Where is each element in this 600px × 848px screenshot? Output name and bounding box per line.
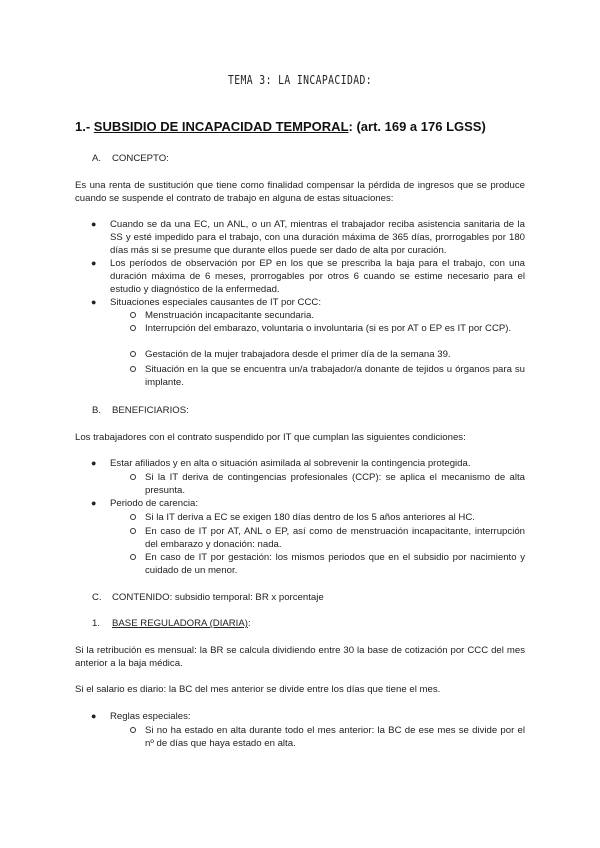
bullet-icon: ●: [91, 258, 97, 268]
sub-bullet-icon: [130, 325, 136, 331]
sub-bullet-icon: [130, 312, 136, 318]
page-title: TEMA 3: LA INCAPACIDAD:: [228, 72, 372, 87]
beneficiarios-sub-1: Si la IT deriva de contingencias profesionales (CCP): se aplica el mecanismo de alta presunta.: [145, 472, 525, 496]
subsection-base-reguladora: 1. BASE REGULADORA (DIARIA):: [92, 618, 251, 629]
sub-bullet-icon: [130, 514, 136, 520]
concepto-bullet-2: Los períodos de observación por EP en los que se prescriba la baja para el trabajo, con una duración máxima de 6 meses, prorrogables por otros 6 cuando se estime necesario para el estudio y diagnóstico de la enfermedad.: [110, 258, 525, 295]
beneficiarios-sub-2: Si la IT deriva a EC se exigen 180 días dentro de los 5 años anteriores al HC.: [145, 512, 475, 523]
sub-bullet-icon: [130, 366, 136, 372]
base-sub-1: Si no ha estado en alta durante todo el mes anterior: la BC de ese mes se divide por el nº de días que haya estado en alta.: [145, 725, 525, 749]
sub-bullet-icon: [130, 351, 136, 357]
subsection-concepto: A. CONCEPTO:: [92, 153, 169, 164]
subsection-beneficiarios: B. BENEFICIARIOS:: [92, 405, 189, 416]
base-bullet-1: Reglas especiales:: [110, 711, 191, 722]
bullet-icon: ●: [91, 297, 97, 307]
concepto-sub-4: Situación en la que se encuentra un/a trabajador/a donante de tejidos u órganos para su implante.: [145, 364, 525, 388]
sub-bullet-icon: [130, 528, 136, 534]
section-heading: [75, 119, 486, 134]
sub-bullet-icon: [130, 727, 136, 733]
concepto-bullet-3: Situaciones especiales causantes de IT por CCC:: [110, 297, 321, 308]
heading-ref: : (art. 169 a 176 LGSS): [348, 119, 486, 134]
sub-bullet-icon: [130, 554, 136, 560]
concepto-bullet-1: Cuando se da una EC, un ANL, o un AT, mientras el trabajador reciba asistencia sanitaria de la SS y esté impedido para el trabajo, con una duración máxima de 365 días, prorrogables por 180 días más si se presume que durante ellos puede ser dado de alta por curación.: [110, 219, 525, 256]
beneficiarios-bullet-2: Periodo de carencia:: [110, 498, 198, 509]
concepto-sub-2: Interrupción del embarazo, voluntaria o involuntaria (si es por AT o EP es IT por CCP).: [145, 323, 512, 334]
beneficiarios-intro: Los trabajadores con el contrato suspendido por IT que cumplan las siguientes condiciones:: [75, 432, 466, 443]
beneficiarios-sub-3: En caso de IT por AT, ANL o EP, así como de menstruación incapacitante, interrupción del embarazo y donación: nada.: [145, 526, 525, 550]
concepto-sub-3: Gestación de la mujer trabajadora desde el primer día de la semana 39.: [145, 349, 451, 360]
concepto-intro: Es una renta de sustitución que tiene como finalidad compensar la pérdida de ingresos que se produce cuando se suspende el contrato de trabajo en alguna de estas situaciones:: [75, 180, 525, 204]
bullet-icon: ●: [91, 458, 97, 468]
beneficiarios-bullet-1: Estar afiliados y en alta o situación asimilada al sobrevenir la contingencia protegida.: [110, 458, 471, 469]
base-paragraph-2: Si el salario es diario: la BC del mes anterior se divide entre los días que tiene el mes.: [75, 684, 441, 695]
bullet-icon: ●: [91, 219, 97, 229]
concepto-sub-1: Menstruación incapacitante secundaria.: [145, 310, 315, 321]
sub-bullet-icon: [130, 474, 136, 480]
heading-title: SUBSIDIO DE INCAPACIDAD TEMPORAL: [93, 119, 349, 134]
subsection-contenido: C. CONTENIDO: subsidio temporal: BR x porcentaje: [92, 592, 324, 603]
bullet-icon: ●: [91, 711, 97, 721]
heading-number: 1.-: [75, 119, 91, 134]
base-paragraph-1: Si la retribución es mensual: la BR se calcula dividiendo entre 30 la base de cotización por CCC del mes anterior a la baja médica.: [75, 645, 525, 669]
beneficiarios-sub-4: En caso de IT por gestación: los mismos periodos que en el subsidio por nacimiento y cuidado de un menor.: [145, 552, 525, 576]
bullet-icon: ●: [91, 498, 97, 508]
